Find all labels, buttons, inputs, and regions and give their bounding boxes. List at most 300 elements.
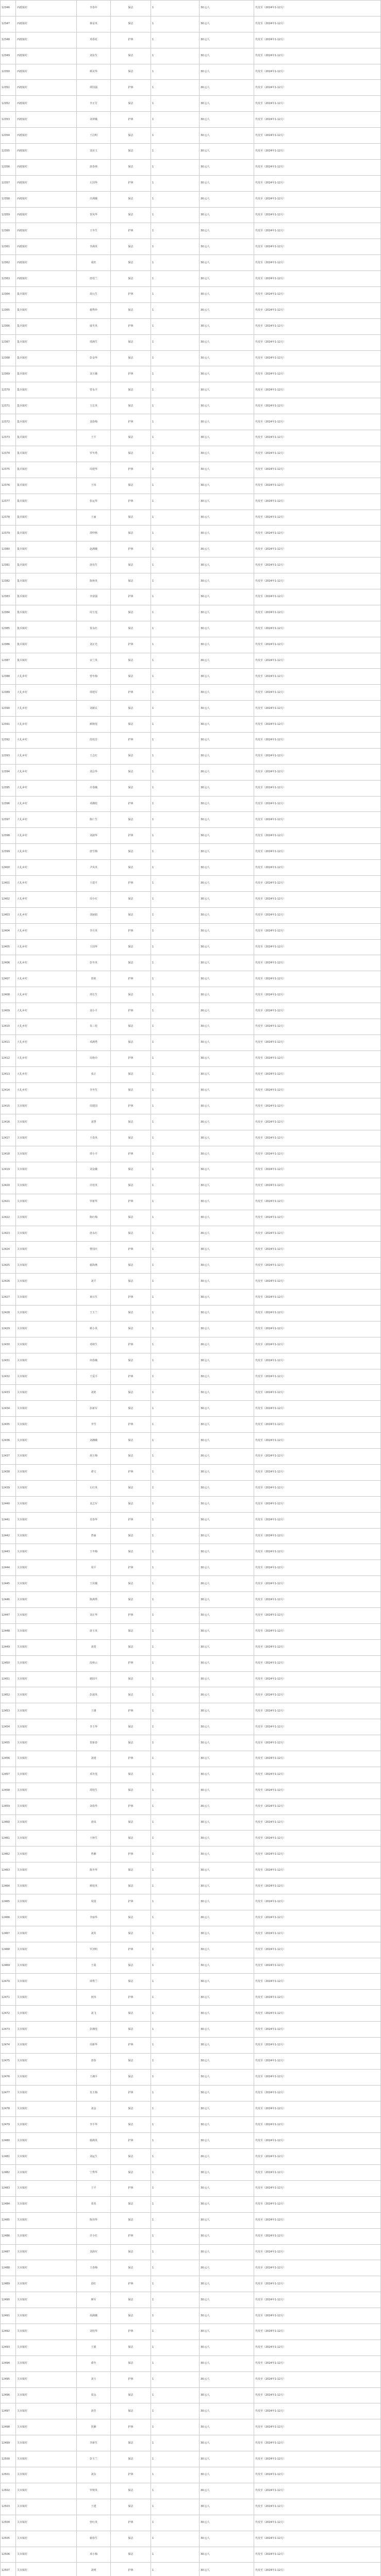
position-cell: 保洁 <box>111 2165 151 2181</box>
grade-cell: 1 <box>151 907 200 923</box>
town-cell: 关市镇村 <box>16 1703 77 1719</box>
name-cell: 颜小英 <box>77 1321 111 1337</box>
unit-cell: 30元/人 <box>200 701 254 717</box>
standard-cell: 代发至（2024年1-12月） <box>254 2212 381 2228</box>
row-number: 12425 <box>1 1258 16 1274</box>
position-cell: 保洁 <box>111 1035 151 1050</box>
position-cell: 护林 <box>111 2419 151 2435</box>
name-cell: 刘东生 <box>77 48 111 64</box>
town-cell: 关市镇村 <box>16 1687 77 1703</box>
unit-cell: 30元/人 <box>200 1242 254 1258</box>
position-cell: 护林 <box>111 287 151 303</box>
standard-cell: 代发至（2024年1-12月） <box>254 573 381 589</box>
grade-cell: 1 <box>151 48 200 64</box>
grade-cell: 1 <box>151 2165 200 2181</box>
grade-cell: 1 <box>151 1655 200 1671</box>
town-cell: 关市镇村 <box>16 1258 77 1274</box>
table-row <box>1 1751 381 1767</box>
unit-cell: 30元/人 <box>200 1894 254 1910</box>
name-cell: 曾湘 <box>77 1846 111 1862</box>
position-cell: 护林 <box>111 1846 151 1862</box>
table-row <box>1 1990 381 2006</box>
position-cell: 护林 <box>111 1655 151 1671</box>
row-number: 12449 <box>1 1639 16 1655</box>
unit-cell: 30元/人 <box>200 1958 254 1974</box>
table-row <box>1 2038 381 2054</box>
row-number: 12359 <box>1 207 16 223</box>
table-row <box>1 2308 381 2324</box>
standard-cell: 代发至（2024年1-12月） <box>254 1799 381 1815</box>
position-cell: 保洁 <box>111 1926 151 1942</box>
grade-cell: 1 <box>151 1687 200 1703</box>
position-cell: 保洁 <box>111 382 151 398</box>
standard-cell: 代发至（2024年1-12月） <box>254 2451 381 2467</box>
grade-cell: 1 <box>151 732 200 748</box>
unit-cell: 30元/人 <box>200 2228 254 2244</box>
name-cell: 张正 <box>77 1066 111 1082</box>
unit-cell: 30元/人 <box>200 1815 254 1831</box>
grade-cell: 1 <box>151 1337 200 1353</box>
unit-cell: 30元/人 <box>200 1655 254 1671</box>
grade-cell: 1 <box>151 1050 200 1066</box>
name-cell: 王伏娥 <box>77 1576 111 1592</box>
table-row <box>1 701 381 717</box>
row-number: 12466 <box>1 1910 16 1926</box>
unit-cell: 30元/人 <box>200 844 254 860</box>
standard-cell: 代发至（2024年1-12月） <box>254 1719 381 1735</box>
table-row <box>1 1846 381 1862</box>
standard-cell: 代发至（2024年1-12月） <box>254 1290 381 1306</box>
name-cell: 刘翠娥 <box>77 112 111 128</box>
name-cell: 陈红梅 <box>77 1210 111 1226</box>
unit-cell: 30元/人 <box>200 2117 254 2133</box>
position-cell: 保洁 <box>111 1544 151 1560</box>
position-cell: 保洁 <box>111 2355 151 2371</box>
town-cell: 集兵镇村 <box>16 557 77 573</box>
grade-cell: 1 <box>151 1560 200 1576</box>
row-number: 12375 <box>1 462 16 478</box>
standard-cell: 代发至（2024年1-12月） <box>254 2340 381 2355</box>
town-cell: 大礼乡村 <box>16 923 77 939</box>
standard-cell: 代发至（2024年1-12月） <box>254 685 381 701</box>
position-cell: 护林 <box>111 1751 151 1767</box>
grade-cell: 1 <box>151 96 200 112</box>
grade-cell: 1 <box>151 764 200 780</box>
row-number: 12473 <box>1 2022 16 2038</box>
table-row <box>1 494 381 510</box>
grade-cell: 1 <box>151 685 200 701</box>
unit-cell: 30元/人 <box>200 1353 254 1369</box>
town-cell: 关市镇村 <box>16 1639 77 1655</box>
row-number: 12501 <box>1 2467 16 2483</box>
town-cell: 集兵镇村 <box>16 318 77 334</box>
table-row <box>1 398 381 414</box>
table-row <box>1 1385 381 1401</box>
unit-cell: 30元/人 <box>200 1274 254 1290</box>
standard-cell: 代发至（2024年1-12月） <box>254 1576 381 1592</box>
row-number: 12393 <box>1 748 16 764</box>
table-row <box>1 1560 381 1576</box>
position-cell: 护林 <box>111 494 151 510</box>
town-cell: 集兵镇村 <box>16 573 77 589</box>
unit-cell: 30元/人 <box>200 1210 254 1226</box>
table-row <box>1 1178 381 1194</box>
town-cell: 关市镇村 <box>16 1671 77 1687</box>
row-number: 12426 <box>1 1274 16 1290</box>
standard-cell: 代发至（2024年1-12月） <box>254 494 381 510</box>
standard-cell: 代发至（2024年1-12月） <box>254 255 381 271</box>
unit-cell: 30元/人 <box>200 1703 254 1719</box>
standard-cell: 代发至（2024年1-12月） <box>254 2053 381 2069</box>
name-cell: 颜美华 <box>77 64 111 80</box>
standard-cell: 代发至（2024年1-12月） <box>254 1687 381 1703</box>
row-number: 12436 <box>1 1433 16 1449</box>
standard-cell: 代发至（2024年1-12月） <box>254 637 381 653</box>
row-number: 12382 <box>1 573 16 589</box>
standard-cell: 代发至（2024年1-12月） <box>254 1862 381 1878</box>
standard-cell: 代发至（2024年1-12月） <box>254 1528 381 1544</box>
position-cell: 护林 <box>111 828 151 844</box>
standard-cell: 代发至（2024年1-12月） <box>254 844 381 860</box>
table-row <box>1 302 381 318</box>
table-row <box>1 2563 381 2576</box>
table-row <box>1 2085 381 2101</box>
town-cell: 关市镇村 <box>16 1560 77 1576</box>
town-cell: 关市镇村 <box>16 1417 77 1433</box>
unit-cell: 30元/人 <box>200 1783 254 1799</box>
table-row <box>1 1114 381 1130</box>
name-cell: 刘海军 <box>77 2244 111 2260</box>
table-row <box>1 987 381 1003</box>
town-cell: 关市镇村 <box>16 2563 77 2576</box>
standard-cell: 代发至（2024年1-12月） <box>254 1433 381 1449</box>
row-number: 12422 <box>1 1210 16 1226</box>
grade-cell: 1 <box>151 955 200 971</box>
table-row <box>1 1050 381 1066</box>
town-cell: 西渡镇村 <box>16 191 77 207</box>
grade-cell: 1 <box>151 1974 200 1990</box>
unit-cell: 30元/人 <box>200 2515 254 2531</box>
grade-cell: 1 <box>151 414 200 430</box>
standard-cell: 代发至（2024年1-12月） <box>254 2531 381 2547</box>
unit-cell: 30元/人 <box>200 128 254 144</box>
row-number: 12432 <box>1 1369 16 1385</box>
table-row <box>1 32 381 48</box>
row-number: 12418 <box>1 1146 16 1162</box>
grade-cell: 1 <box>151 1162 200 1178</box>
unit-cell: 30元/人 <box>200 764 254 780</box>
table-row <box>1 2022 381 2038</box>
row-number: 12383 <box>1 589 16 605</box>
standard-cell: 代发至（2024年1-12月） <box>254 2228 381 2244</box>
grade-cell: 1 <box>151 239 200 255</box>
grade-cell: 1 <box>151 318 200 334</box>
row-number: 12464 <box>1 1878 16 1894</box>
unit-cell: 30元/人 <box>200 637 254 653</box>
standard-cell: 代发至（2024年1-12月） <box>254 1544 381 1560</box>
position-cell: 保洁 <box>111 1321 151 1337</box>
grade-cell: 1 <box>151 1671 200 1687</box>
grade-cell: 1 <box>151 717 200 733</box>
position-cell: 保洁 <box>111 1 151 16</box>
row-number: 12470 <box>1 1974 16 1990</box>
row-number: 12406 <box>1 955 16 971</box>
position-cell: 保洁 <box>111 701 151 717</box>
town-cell: 关市镇村 <box>16 2196 77 2212</box>
table-row <box>1 2403 381 2419</box>
unit-cell: 30元/人 <box>200 2244 254 2260</box>
standard-cell: 代发至（2024年1-12月） <box>254 1990 381 2006</box>
row-number: 12481 <box>1 2149 16 2165</box>
grade-cell: 1 <box>151 462 200 478</box>
grade-cell: 1 <box>151 1528 200 1544</box>
unit-cell: 30元/人 <box>200 653 254 669</box>
position-cell: 护林 <box>111 1607 151 1623</box>
grade-cell: 1 <box>151 478 200 494</box>
standard-cell: 代发至（2024年1-12月） <box>254 1082 381 1098</box>
table-row <box>1 1894 381 1910</box>
name-cell: 谭秀兰 <box>77 1974 111 1990</box>
name-cell: 刘丽娟 <box>77 907 111 923</box>
table-row <box>1 2419 381 2435</box>
grade-cell: 1 <box>151 541 200 557</box>
row-number: 12474 <box>1 2038 16 2054</box>
grade-cell: 1 <box>151 1926 200 1942</box>
position-cell: 保洁 <box>111 1385 151 1401</box>
name-cell: 曾红英 <box>77 2515 111 2531</box>
town-cell: 大礼乡村 <box>16 701 77 717</box>
unit-cell: 30元/人 <box>200 1974 254 1990</box>
row-number: 12440 <box>1 1496 16 1512</box>
town-cell: 关市镇村 <box>16 2403 77 2419</box>
standard-cell: 代发至（2024年1-12月） <box>254 1815 381 1831</box>
grade-cell: 1 <box>151 891 200 907</box>
row-number: 12462 <box>1 1846 16 1862</box>
row-number: 12369 <box>1 366 16 382</box>
position-cell: 保洁 <box>111 2212 151 2228</box>
grade-cell: 1 <box>151 605 200 621</box>
name-cell: 贺湘 <box>77 2419 111 2435</box>
standard-cell: 代发至（2024年1-12月） <box>254 1560 381 1576</box>
table-row <box>1 1592 381 1608</box>
grade-cell: 1 <box>151 2531 200 2547</box>
table-row <box>1 844 381 860</box>
name-cell: 周建国 <box>77 1098 111 1114</box>
unit-cell: 30元/人 <box>200 2212 254 2228</box>
row-number: 12403 <box>1 907 16 923</box>
name-cell: 曾永平 <box>77 382 111 398</box>
grade-cell: 1 <box>151 1003 200 1019</box>
grade-cell: 1 <box>151 1369 200 1385</box>
row-number: 12412 <box>1 1050 16 1066</box>
position-cell: 保洁 <box>111 2244 151 2260</box>
town-cell: 集兵镇村 <box>16 605 77 621</box>
name-cell: 李丽华 <box>77 1910 111 1926</box>
grade-cell: 1 <box>151 2451 200 2467</box>
grade-cell: 1 <box>151 1306 200 1321</box>
grade-cell: 1 <box>151 2228 200 2244</box>
name-cell: 李春年 <box>77 1 111 16</box>
town-cell: 关市镇村 <box>16 2292 77 2308</box>
grade-cell: 1 <box>151 2038 200 2054</box>
standard-cell: 代发至（2024年1-12月） <box>254 446 381 462</box>
standard-cell: 代发至（2024年1-12月） <box>254 478 381 494</box>
standard-cell: 代发至（2024年1-12月） <box>254 812 381 828</box>
name-cell: 颜桂英 <box>77 1878 111 1894</box>
row-number: 12365 <box>1 302 16 318</box>
grade-cell: 1 <box>151 557 200 573</box>
row-number: 12360 <box>1 223 16 239</box>
unit-cell: 30元/人 <box>200 2451 254 2467</box>
standard-cell: 代发至（2024年1-12月） <box>254 1926 381 1942</box>
table-row <box>1 1130 381 1146</box>
town-cell: 关市镇村 <box>16 1098 77 1114</box>
town-cell: 关市镇村 <box>16 1178 77 1194</box>
name-cell: 赵满娥 <box>77 541 111 557</box>
unit-cell: 30元/人 <box>200 2085 254 2101</box>
town-cell: 关市镇村 <box>16 1114 77 1130</box>
table-row <box>1 1146 381 1162</box>
unit-cell: 30元/人 <box>200 891 254 907</box>
name-cell: 唐芳 <box>77 2403 111 2419</box>
position-cell: 保洁 <box>111 1671 151 1687</box>
standard-cell: 代发至（2024年1-12月） <box>254 2006 381 2022</box>
unit-cell: 30元/人 <box>200 80 254 96</box>
town-cell: 关市镇村 <box>16 1337 77 1353</box>
town-cell: 关市镇村 <box>16 2117 77 2133</box>
name-cell: 贺永红 <box>77 621 111 637</box>
name-cell: 彭湘莲 <box>77 2022 111 2038</box>
position-cell: 保洁 <box>111 1687 151 1703</box>
position-cell: 保洁 <box>111 2483 151 2499</box>
town-cell: 西渡镇村 <box>16 32 77 48</box>
unit-cell: 30元/人 <box>200 812 254 828</box>
grade-cell: 1 <box>151 701 200 717</box>
table-row <box>1 80 381 96</box>
row-number: 12387 <box>1 653 16 669</box>
town-cell: 大礼乡村 <box>16 732 77 748</box>
name-cell: 刘淑华 <box>77 828 111 844</box>
standard-cell: 代发至（2024年1-12月） <box>254 1592 381 1608</box>
row-number: 12372 <box>1 414 16 430</box>
standard-cell: 代发至（2024年1-12月） <box>254 1098 381 1114</box>
town-cell: 关市镇村 <box>16 2244 77 2260</box>
position-cell: 保洁 <box>111 2499 151 2515</box>
town-cell: 西渡镇村 <box>16 144 77 160</box>
name-cell: 朱三桂 <box>77 1019 111 1035</box>
unit-cell: 30元/人 <box>200 1401 254 1417</box>
row-number: 12401 <box>1 875 16 891</box>
name-cell: 段红 <box>77 2276 111 2292</box>
town-cell: 关市镇村 <box>16 1799 77 1815</box>
standard-cell: 代发至（2024年1-12月） <box>254 1623 381 1639</box>
name-cell: 曾丽 <box>77 1528 111 1544</box>
position-cell: 保洁 <box>111 669 151 685</box>
name-cell: 李玉华 <box>77 1719 111 1735</box>
position-cell: 护林 <box>111 2181 151 2197</box>
unit-cell: 30元/人 <box>200 2292 254 2308</box>
grade-cell: 1 <box>151 1433 200 1449</box>
standard-cell: 代发至（2024年1-12月） <box>254 350 381 366</box>
town-cell: 关市镇村 <box>16 2324 77 2340</box>
position-cell: 保洁 <box>111 1178 151 1194</box>
name-cell: 刘新民 <box>77 701 111 717</box>
table-row <box>1 573 381 589</box>
standard-cell: 代发至（2024年1-12月） <box>254 1019 381 1035</box>
position-cell: 保洁 <box>111 478 151 494</box>
unit-cell: 30元/人 <box>200 64 254 80</box>
standard-cell: 代发至（2024年1-12月） <box>254 669 381 685</box>
position-cell: 保洁 <box>111 2435 151 2451</box>
town-cell: 关市镇村 <box>16 2022 77 2038</box>
row-number: 12463 <box>1 1862 16 1878</box>
table-row <box>1 637 381 653</box>
row-number: 12399 <box>1 844 16 860</box>
grade-cell: 1 <box>151 1258 200 1274</box>
unit-cell: 30元/人 <box>200 2563 254 2576</box>
unit-cell: 30元/人 <box>200 1146 254 1162</box>
name-cell: 刘飞 <box>77 2006 111 2022</box>
name-cell: 谭国强 <box>77 80 111 96</box>
standard-cell: 代发至（2024年1-12月） <box>254 191 381 207</box>
table-row <box>1 2467 381 2483</box>
standard-cell: 代发至（2024年1-12月） <box>254 223 381 239</box>
row-number: 12405 <box>1 939 16 955</box>
town-cell: 关市镇村 <box>16 1878 77 1894</box>
position-cell: 保洁 <box>111 891 151 907</box>
grade-cell: 1 <box>151 828 200 844</box>
town-cell: 关市镇村 <box>16 2435 77 2451</box>
standard-cell: 代发至（2024年1-12月） <box>254 939 381 955</box>
row-number: 12423 <box>1 1226 16 1242</box>
name-cell: 刘金娥 <box>77 1162 111 1178</box>
position-cell: 护林 <box>111 2276 151 2292</box>
standard-cell: 代发至（2024年1-12月） <box>254 430 381 446</box>
town-cell: 关市镇村 <box>16 1146 77 1162</box>
unit-cell: 30元/人 <box>200 366 254 382</box>
town-cell: 关市镇村 <box>16 1385 77 1401</box>
table-row <box>1 1607 381 1623</box>
row-number: 12472 <box>1 2006 16 2022</box>
position-cell: 保洁 <box>111 1449 151 1465</box>
unit-cell: 30元/人 <box>200 1544 254 1560</box>
town-cell: 关市镇村 <box>16 2069 77 2085</box>
row-number: 12386 <box>1 637 16 653</box>
row-number: 12486 <box>1 2228 16 2244</box>
position-cell: 护林 <box>111 1942 151 1958</box>
town-cell: 关市镇村 <box>16 1528 77 1544</box>
name-cell: 贺艳 <box>77 971 111 987</box>
unit-cell: 30元/人 <box>200 1337 254 1353</box>
unit-cell: 30元/人 <box>200 1050 254 1066</box>
unit-cell: 30元/人 <box>200 1528 254 1544</box>
table-row <box>1 2006 381 2022</box>
standard-cell: 代发至（2024年1-12月） <box>254 2419 381 2435</box>
grade-cell: 1 <box>151 1862 200 1878</box>
row-number: 12396 <box>1 796 16 812</box>
row-number: 12484 <box>1 2196 16 2212</box>
position-cell: 保洁 <box>111 2069 151 2085</box>
town-cell: 集兵镇村 <box>16 541 77 557</box>
grade-cell: 1 <box>151 144 200 160</box>
position-cell: 保洁 <box>111 191 151 207</box>
standard-cell: 代发至（2024年1-12月） <box>254 1306 381 1321</box>
standard-cell: 代发至（2024年1-12月） <box>254 1035 381 1050</box>
name-cell: 胡元生 <box>77 287 111 303</box>
town-cell: 关市镇村 <box>16 1321 77 1337</box>
position-cell: 保洁 <box>111 653 151 669</box>
position-cell: 保洁 <box>111 1767 151 1783</box>
